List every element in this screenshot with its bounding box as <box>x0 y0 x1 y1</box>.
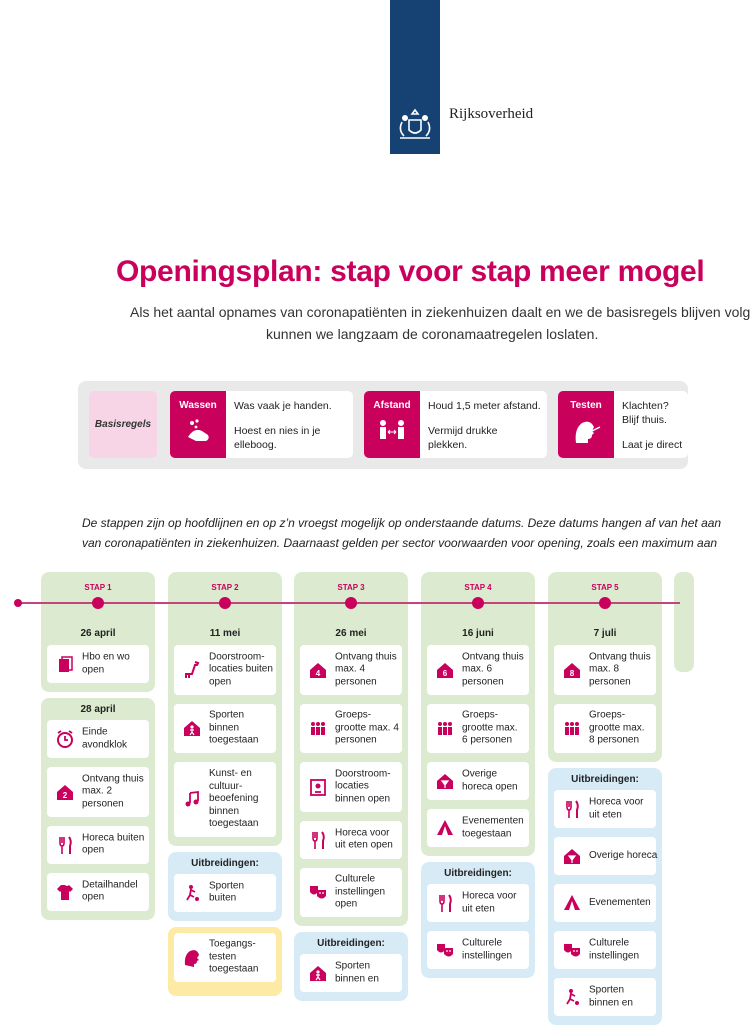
card-text-line: Sporten <box>209 709 245 721</box>
step-card <box>300 821 402 859</box>
fork-knife-icon <box>56 836 74 854</box>
card-text-line: Sporten <box>335 960 371 972</box>
card-text-line: Culturele <box>462 937 503 949</box>
card-text <box>462 769 518 794</box>
extensions-title: Uitbreidingen: <box>571 774 639 785</box>
step-date: 7 juli <box>593 628 617 639</box>
step-card <box>47 645 149 683</box>
house-2-icon <box>56 783 74 801</box>
card-text-line: grootte max. 4 <box>335 722 399 733</box>
card-text-line: instellingen <box>335 886 386 897</box>
timeline-dot-stap-5 <box>599 597 611 609</box>
sports-indoor-icon <box>309 964 327 982</box>
rule-card-wassen <box>170 391 353 458</box>
steps-intro-line-1: De stappen zijn op hoofdlijnen en op z’n vroegst mogelijk op onderstaande datums. Deze datums hangen af van het aan <box>82 516 722 530</box>
card-text <box>209 880 244 905</box>
card-text <box>335 961 379 986</box>
card-text-line: Ontvang thuis <box>335 651 397 662</box>
card-text-line: 6 personen <box>462 734 513 746</box>
card-text-line: grootte max. <box>589 722 645 733</box>
card-text-line: beoefening <box>209 793 259 804</box>
card-text <box>589 651 651 689</box>
card-text-line: max. 2 <box>82 785 113 797</box>
rule-card-testen <box>558 391 688 458</box>
card-text <box>82 773 144 811</box>
theater-masks-icon <box>436 941 454 959</box>
stap-label: STAP 4 <box>464 583 492 592</box>
museum-icon <box>309 778 327 796</box>
card-text-line: Groeps- <box>335 709 372 721</box>
rule-text-3: plekken. <box>428 439 468 451</box>
card-text-line: horeca open <box>462 781 518 792</box>
card-text-line: personen <box>462 676 504 687</box>
card-text-line: uit eten <box>589 809 622 820</box>
timeline-dot-stap-2 <box>219 597 231 609</box>
card-text <box>335 874 385 912</box>
card-text <box>462 891 516 916</box>
horeca-house-icon <box>436 772 454 790</box>
card-text-line: Hbo en wo <box>82 651 130 663</box>
card-text-line: uit eten <box>462 903 495 914</box>
step-card <box>47 873 149 911</box>
test-icon <box>572 417 600 445</box>
card-text-line: Doorstroom- <box>335 768 391 779</box>
card-text-line: toegestaan <box>209 963 259 975</box>
step-date-2: 28 april <box>80 704 116 715</box>
toegangstesten-card <box>174 933 276 983</box>
extensions-title: Uitbreidingen: <box>191 857 259 869</box>
basisregels-label: Basisregels <box>89 391 157 458</box>
svg-text:6: 6 <box>442 668 448 678</box>
rule-head-label: Afstand <box>373 400 411 411</box>
card-text <box>335 827 393 852</box>
rule-text-3: elleboog. <box>234 439 277 451</box>
card-text <box>335 651 397 689</box>
intro-line-1: Als het aantal opnames van coronapatiënten in ziekenhuizen daalt en we de basisregels blijven volg <box>130 304 750 320</box>
card-text-line: testen <box>209 951 237 962</box>
card-text <box>589 938 639 963</box>
house-4-icon <box>309 661 327 679</box>
card-text <box>209 710 259 748</box>
football-icon <box>183 884 201 902</box>
card-text-line: Toegangs- <box>209 938 256 950</box>
card-text-line: 8 personen <box>589 734 640 746</box>
sports-indoor-icon <box>183 719 201 737</box>
card-text-line: locaties buiten <box>209 663 273 675</box>
card-text-line: open <box>82 891 105 903</box>
step-date: 26 april <box>80 628 116 639</box>
fork-knife-icon <box>309 831 327 849</box>
step-card <box>174 762 276 837</box>
card-text <box>209 768 259 831</box>
extension-card <box>427 931 529 969</box>
step-card <box>427 645 529 695</box>
card-text <box>82 652 130 677</box>
rule-text-1: Houd 1,5 meter afstand. <box>428 400 541 412</box>
step-date: 16 juni <box>462 628 494 639</box>
extension-card <box>174 874 276 912</box>
rule-head-testen <box>558 391 614 458</box>
tent-icon <box>563 894 581 912</box>
card-text-line: Einde <box>82 726 108 738</box>
card-text-line: avondklok <box>82 739 128 750</box>
card-text <box>589 710 645 748</box>
extensions-title: Uitbreidingen: <box>317 938 385 949</box>
card-text <box>462 651 524 689</box>
extension-card <box>554 837 656 875</box>
music-note-icon <box>183 790 201 808</box>
football-icon <box>563 988 581 1006</box>
svg-text:8: 8 <box>569 668 575 678</box>
card-text-line: Evenementen <box>462 815 524 827</box>
card-text-line: Horeca voor <box>335 827 390 838</box>
stap-label: STAP 3 <box>337 583 365 592</box>
card-text-line: Sporten <box>589 984 625 996</box>
card-text-line: Sporten <box>209 880 245 891</box>
horeca-house-icon <box>563 847 581 865</box>
card-text-line: toegestaan <box>462 828 512 839</box>
rule-text-2: Blijf thuis. <box>622 414 667 426</box>
rule-head-label: Testen <box>570 400 602 411</box>
test-head-icon <box>183 948 201 966</box>
card-text <box>462 816 524 841</box>
step-card <box>427 809 529 847</box>
timeline-dot-stap-1 <box>92 597 104 609</box>
card-text-line: grootte max. <box>462 722 518 733</box>
card-text <box>589 985 633 1010</box>
steps-intro <box>82 513 721 553</box>
step-card <box>427 704 529 754</box>
card-text-line: binnen <box>209 722 240 733</box>
card-text <box>209 939 259 977</box>
giraffe-icon <box>183 661 201 679</box>
timeline-dot-stap-4 <box>472 597 484 609</box>
step-card <box>554 704 656 754</box>
step-card <box>300 645 402 695</box>
card-text-line: uit eten open <box>335 839 393 851</box>
card-text-line: Horeca buiten <box>82 832 145 843</box>
card-text-line: binnen open <box>335 793 391 804</box>
card-text-line: Culturele <box>589 937 630 949</box>
card-text <box>335 710 399 748</box>
extension-card <box>554 884 656 922</box>
rule-text-2: Vermijd drukke <box>428 425 498 437</box>
card-text <box>589 850 657 863</box>
timeline-dot-stap-3 <box>345 597 357 609</box>
alarm-clock-icon <box>56 730 74 748</box>
svg-text:4: 4 <box>315 668 321 678</box>
card-text-line: Evenementen <box>589 896 651 908</box>
card-text-line: Detailhandel <box>82 879 138 890</box>
card-text <box>589 897 651 910</box>
card-text <box>82 727 127 752</box>
handwash-icon <box>184 417 212 445</box>
stap-label: STAP 1 <box>84 583 112 592</box>
card-text-line: binnen en <box>335 973 379 984</box>
extension-card <box>300 954 402 992</box>
step-card <box>300 704 402 754</box>
step-card <box>427 762 529 800</box>
step-card <box>300 762 402 812</box>
step-card <box>174 645 276 695</box>
step-card <box>300 868 402 918</box>
group-icon <box>563 719 581 737</box>
distance-icon <box>378 417 406 445</box>
card-text-line: buiten <box>209 892 237 904</box>
rule-head-afstand <box>364 391 420 458</box>
step-date: 26 mei <box>335 628 367 639</box>
card-text-line: Ontvang thuis <box>462 651 524 662</box>
rule-text-1: Klachten? <box>622 400 669 412</box>
intro-line-2: kunnen we langzaam de coronamaatregelen loslaten. <box>266 326 599 342</box>
page-title: Openingsplan: stap voor stap meer mogel <box>116 255 705 288</box>
step-card <box>47 767 149 817</box>
rule-text-3: Laat je direct <box>622 439 683 451</box>
extension-card <box>554 790 656 828</box>
shirt-icon <box>56 883 74 901</box>
card-text-line: Horeca voor <box>589 796 644 808</box>
step-card <box>174 704 276 754</box>
card-text-line: Horeca voor <box>462 890 517 902</box>
extensions-title: Uitbreidingen: <box>444 868 512 879</box>
card-text-line: Overige <box>462 768 498 780</box>
card-text-line: personen <box>589 676 631 687</box>
card-text-line: Doorstroom- <box>209 651 265 662</box>
step-column-next <box>674 572 694 672</box>
card-text-line: open <box>209 676 232 687</box>
fork-knife-icon <box>436 894 454 912</box>
step-card <box>554 645 656 695</box>
card-text-line: cultuur- <box>209 780 243 792</box>
coat-of-arms-icon <box>392 100 438 146</box>
theater-masks-icon <box>309 883 327 901</box>
rule-card-afstand <box>364 391 547 458</box>
step-card <box>47 826 149 864</box>
stap-label: STAP 5 <box>591 583 619 592</box>
fork-knife-icon <box>563 800 581 818</box>
rule-head-label: Wassen <box>179 400 217 411</box>
card-text-line: instellingen <box>589 950 640 961</box>
book-icon <box>56 655 74 673</box>
extension-card <box>554 978 656 1016</box>
card-text-line: Groeps- <box>589 709 626 721</box>
card-text-line: toegestaan <box>209 818 259 829</box>
card-text-line: max. 6 <box>462 663 493 675</box>
card-text <box>589 797 643 822</box>
extension-card <box>554 931 656 969</box>
card-text-line: personen <box>82 798 124 809</box>
logo-text: Rijksoverheid <box>449 106 534 122</box>
theater-masks-icon <box>563 941 581 959</box>
card-text-line: binnen <box>209 805 240 817</box>
card-text-line: open <box>82 844 105 856</box>
stap-label: STAP 2 <box>211 583 239 592</box>
card-text <box>82 879 138 904</box>
svg-text:2: 2 <box>62 790 68 800</box>
card-text-line: Culturele <box>335 873 376 885</box>
card-text-line: personen <box>335 676 377 687</box>
card-text-line: max. 4 <box>335 663 366 675</box>
timeline-start-dot <box>14 599 22 607</box>
card-text-line: personen <box>335 734 377 746</box>
card-text-line: open <box>82 664 105 675</box>
card-text-line: max. 8 <box>589 663 620 675</box>
card-text-line: locaties <box>335 780 369 792</box>
house-8-icon <box>563 661 581 679</box>
step-card <box>47 720 149 758</box>
card-text <box>209 651 273 689</box>
extension-card <box>427 884 529 922</box>
card-text <box>462 938 512 963</box>
intro-text <box>130 301 750 345</box>
card-text <box>462 710 518 748</box>
tent-icon <box>436 819 454 837</box>
card-text-line: Ontvang thuis <box>82 773 144 784</box>
group-icon <box>309 719 327 737</box>
card-text <box>335 768 391 806</box>
card-text-line: open <box>335 898 358 910</box>
card-text-line: toegestaan <box>209 734 259 746</box>
group-icon <box>436 719 454 737</box>
card-text-line: Groeps- <box>462 709 499 721</box>
rule-text-1: Was vaak je handen. <box>234 400 332 412</box>
rule-text-2: Hoest en nies in je <box>234 425 321 437</box>
card-text-line: binnen en <box>589 997 633 1008</box>
house-6-icon <box>436 661 454 679</box>
steps-intro-line-2: van coronapatiënten in ziekenhuizen. Daarnaast gelden per sector voorwaarden voor opening, zoals een maximum aan <box>82 536 718 550</box>
step-date: 11 mei <box>209 628 241 639</box>
card-text <box>82 832 144 857</box>
rule-head-wassen <box>170 391 226 458</box>
card-text-line: Kunst- en <box>209 768 252 779</box>
card-text-line: Overige horeca <box>589 849 658 861</box>
card-text-line: Ontvang thuis <box>589 651 651 662</box>
card-text-line: instellingen <box>462 950 513 961</box>
